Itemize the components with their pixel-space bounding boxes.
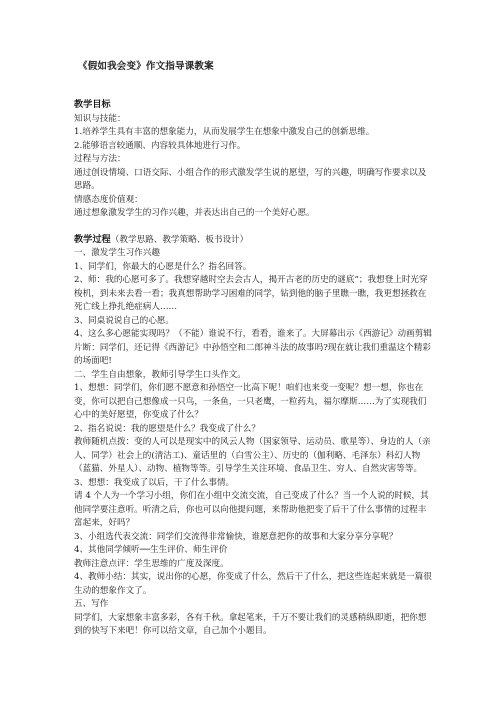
paragraph: 3、想想：我变成了以后，干了什么事情。 [74,477,235,488]
paragraph: 2、指名说说：我的愿望是什么？我变成了什么？ [74,423,260,434]
paragraph: 一、激发学生习作兴趣 [74,248,160,258]
document-body [74,98,432,639]
paragraph: 4、这么多心愿能实现吗？（不能）谁说不行，看看，谁来了。大屏幕出示《西游记》动画剪辑片断：同学们，还记得《西游记》中孙悟空和二郎神斗法的故事吗?现在就让我们重温这个精彩的场面吧! [74,329,432,366]
paragraph: 4、教师小结：其实，说出你的心愿，你变成了什么，然后干了什么，把这些连起来就是一篇很生动的想象作文了。 [74,572,432,596]
section-heading [74,98,432,113]
paragraph: 2、师：我的心愿可多了。我想穿越时空去会古人，揭开古老的历史的谜底”；我想登上时光穿梭机，到未来去看一看；我真想帮助学习困难的同学，钻到他的脑子里瞧一瞧，我更想拯救在死亡线上挣扎绝症病人…… [74,275,428,312]
section-heading-text: 教学过程 [74,233,111,245]
paragraph: 过程与方法： [74,154,126,164]
paragraph: 教师注意点评：学生思维的广度及深度。 [74,558,229,569]
paragraph: 4、其他同学倾听──生生评价、师生评价 [74,545,228,555]
paragraph: 通过想象激发学生的习作兴趣，并表达出自己的一个美好心愿。 [74,208,315,218]
paragraph: 通过创设情境、口语交际、小组合作的形式激发学生说的愿望，写的兴趣，明确写作要求以及思路。 [74,167,427,191]
section-heading-note: （教学思路、教学策略、板书设计） [110,234,249,245]
paragraph: 2.能够语言较通顺、内容较具体地进行习作。 [74,140,246,151]
paragraph: 1.培养学生具有丰富的想象能力，从而发展学生在想象中激发自己的创新思维。 [74,127,375,137]
paragraph: 五、写作 [74,599,109,609]
paragraph: 知识与技能： [74,113,126,124]
section-heading [74,233,432,248]
paragraph: 1、想想：同学们，你们愿不愿意和孙悟空一比高下呢！咱们也来变一变呢？想一想，你也在变，你可以把自己想像成一只鸟，一条鱼，一只老鹰，一粒药丸，福尔摩斯……为了实现我们心中的美好愿望，你变成了什么？ [74,383,427,420]
document-title: 《假如我会变》作文指导课教案 [78,61,214,72]
paragraph: 1、同学们，你最大的心愿是什么？指名回答。 [74,261,252,272]
paragraph: 同学们，大家想象丰富多彩，各有千秋。拿起笔来，千万不要让我们的灵感稍纵即逝，把你想到的快写下来吧！你可以给文章，自己加个小题目。 [74,612,427,636]
paragraph: 二、学生自由想象，教师引导学生口头作文。 [74,369,246,380]
paragraph: 教师随机点拨：变的人可以是现实中的风云人物（国家领导、运动员、歌星等）、身边的人（亲人、同学）社会上的(清洁工)、童话里的（白雪公主）、历史的（伽利略、毛泽东）科幻人物（蓝猫、外星人）、动物、植物等等。引导学生关注环境、食品卫生、穷人、自然灾害等等。 [74,437,431,474]
paragraph: 3、小组选代表交流：同学们交流得非常愉快，谁愿意把你的故事和大家分享分享呢？ [74,531,398,542]
paragraph: 3、同桌说说自己的心愿。 [74,315,174,326]
paragraph: 请 4 个人为一个学习小组，你们在小组中交流交流，自己变成了什么？当一个人说的时候，其他同学要注意听。听清之后，你也可以向他提问题，来帮助他把变了后干了什么事情的过程丰富起来，好吗？ [74,491,429,528]
paragraph: 情感态度价值观： [74,194,143,205]
section-heading-text: 教学目标 [74,99,111,110]
